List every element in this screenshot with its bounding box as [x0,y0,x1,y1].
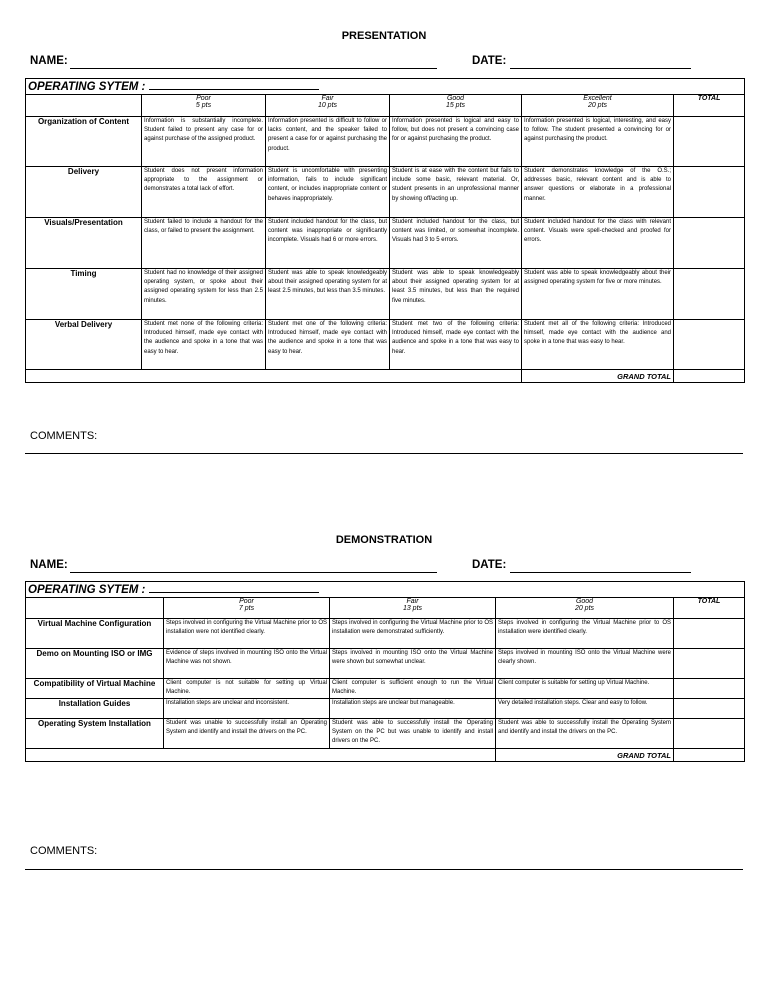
demonstration-os-field[interactable] [149,582,319,593]
presentation-total-header: TOTAL [674,95,745,117]
total-cell[interactable] [674,679,745,699]
presentation-name-label: NAME: [30,55,68,67]
demonstration-total-header: TOTAL [674,598,745,619]
criterion-label: Delivery [26,167,142,218]
demonstration-name-label: NAME: [30,559,68,571]
demonstration-comments-label: COMMENTS: [30,845,98,857]
presentation-rubric-table [25,78,745,383]
table-row [26,699,745,719]
criterion-label: Compatibility of Virtual Machine [26,679,164,699]
presentation-header-row [26,95,745,117]
rubric-cell: Information is substantially incomplete. Student failed to present any case for or against purchase of the assigned product. [142,117,266,167]
presentation-grand-total-label: GRAND TOTAL [522,370,674,383]
criterion-label: Visuals/Presentation [26,218,142,269]
demonstration-level-good: Good 20 pts [496,598,674,619]
demonstration-level-fair: Fair 13 pts [330,598,496,619]
presentation-grand-total-row [26,370,745,383]
table-row [26,619,745,649]
criterion-label: Demo on Mounting ISO or IMG [26,649,164,679]
rubric-cell: Student does not present information appropriate to the assignment or demonstrates a total lack of effort. [142,167,266,218]
table-row [26,719,745,749]
rubric-cell: Student included handout for the class with relevant content. Visuals were spell-checked and proofed for errors. [522,218,674,269]
rubric-cell: Student was able to speak knowledgeably about their assigned operating system for at least 3.5 minutes, but less than the required five minutes. [390,269,522,320]
presentation-level-excellent: Excellent 20 pts [522,95,674,117]
demonstration-os-row [26,582,745,598]
presentation-comments-label: COMMENTS: [30,430,98,442]
demonstration-level-poor: Poor 7 pts [164,598,330,619]
total-cell[interactable] [674,699,745,719]
rubric-cell: Student had no knowledge of their assigned operating system, or spoke about their assigned operating system for less than 2.5 minutes. [142,269,266,320]
criterion-label: Operating System Installation [26,719,164,749]
criterion-label: Installation Guides [26,699,164,719]
rubric-cell: Information presented is logical and easy to follow, but does not present a convincing case for or against purchasing the product. [390,117,522,167]
demonstration-date-field[interactable] [510,572,691,573]
table-row [26,269,745,320]
demonstration-grand-total-cell[interactable] [674,749,745,762]
presentation-grand-total-cell[interactable] [674,370,745,383]
presentation-date-field[interactable] [510,68,691,69]
total-cell[interactable] [674,218,745,269]
presentation-date-label: DATE: [472,55,507,67]
rubric-cell: Steps involved in mounting ISO onto the Virtual Machine were clearly shown. [496,649,674,679]
rubric-cell: Very detailed installation steps. Clear and easy to follow. [496,699,674,719]
rubric-cell: Student met two of the following criteria: Introduced himself, made eye contact with the audience and spoke in a tone that was easy to hear. [390,320,522,370]
presentation-os-label: OPERATING SYTEM : [28,81,146,93]
rubric-cell: Information presented is difficult to follow or lacks content, and the speaker failed to present a case for or against purchasing the product. [266,117,390,167]
rubric-cell: Student was able to successfully install the Operating System and identify and install the drivers on the PC. [496,719,674,749]
total-cell[interactable] [674,320,745,370]
rubric-cell: Student was able to speak knowledgeably about their assigned operating system for at least 2.5 minutes, but less than 3.5 minutes. [266,269,390,320]
presentation-os-field[interactable] [149,79,319,90]
total-cell[interactable] [674,269,745,320]
criterion-label: Virtual Machine Configuration [26,619,164,649]
rubric-cell: Information presented is logical, interesting, and easy to follow. The student presented a convincing for or against purchasing the product. [522,117,674,167]
rubric-cell: Steps involved in mounting ISO onto the Virtual Machine were shown but somewhat unclear. [330,649,496,679]
presentation-level-poor: Poor 5 pts [142,95,266,117]
criterion-label: Verbal Delivery [26,320,142,370]
rubric-cell: Installation steps are unclear but manageable. [330,699,496,719]
rubric-cell: Client computer is suitable for setting up Virtual Machine. [496,679,674,699]
table-row [26,117,745,167]
rubric-cell: Student included handout for the class, but content was limited, or somewhat incomplete. Visuals had 3 to 5 errors. [390,218,522,269]
table-row [26,320,745,370]
rubric-cell: Student is uncomfortable with presenting information, fails to include significant content, or includes inappropriate content or behaves inappropriately. [266,167,390,218]
table-row [26,649,745,679]
demonstration-grand-total-row [26,749,745,762]
table-row [26,167,745,218]
rubric-cell: Steps involved in configuring the Virtual Machine prior to OS installation were not identified clearly. [164,619,330,649]
demonstration-grand-total-label: GRAND TOTAL [496,749,674,762]
demonstration-name-field[interactable] [70,572,437,573]
presentation-comments-line[interactable] [25,453,743,454]
criterion-label: Timing [26,269,142,320]
rubric-cell: Evidence of steps involved in mounting ISO onto the Virtual Machine was not shown. [164,649,330,679]
rubric-cell: Student failed to include a handout for the class, or failed to present the assignment. [142,218,266,269]
rubric-cell: Student demonstrates knowledge of the O.S.; addresses basic, relevant content and is able to answer questions or elaborate in a professional manner. [522,167,674,218]
presentation-level-fair: Fair 10 pts [266,95,390,117]
rubric-cell: Steps involved in configuring the Virtual Machine prior to OS installation were demonstrated sufficiently. [330,619,496,649]
demonstration-title: DEMONSTRATION [335,534,433,546]
presentation-level-good: Good 15 pts [390,95,522,117]
rubric-cell: Student was able to successfully install the Operating System on the PC but was unable to identify and install drivers on the PC. [330,719,496,749]
total-cell[interactable] [674,719,745,749]
demonstration-comments-line[interactable] [25,869,743,870]
rubric-cell: Student met one of the following criteria: Introduced himself, made eye contact with the audience and spoke in a tone that was easy to hear. [266,320,390,370]
presentation-name-field[interactable] [70,68,437,69]
presentation-title: PRESENTATION [341,30,427,42]
rubric-cell: Student is at ease with the content but fails to include some basic, relevant material. Or, student presents in an unprofessional manner by showing off/acting up. [390,167,522,218]
demonstration-date-label: DATE: [472,559,507,571]
rubric-cell: Client computer is not suitable for setting up Virtual Machine. [164,679,330,699]
criterion-label: Organization of Content [26,117,142,167]
rubric-cell: Client computer is sufficient enough to run the Virtual Machine. [330,679,496,699]
rubric-cell: Student met none of the following criteria: Introduced himself, made eye contact with the audience and spoke in a tone that was easy to hear. [142,320,266,370]
rubric-cell: Student met all of the following criteria: Introduced himself, made eye contact with the audience and spoke in a tone that was easy to hear. [522,320,674,370]
total-cell[interactable] [674,167,745,218]
rubric-cell: Installation steps are unclear and inconsistent. [164,699,330,719]
total-cell[interactable] [674,619,745,649]
demonstration-rubric-table [25,581,745,762]
rubric-cell: Student was able to speak knowledgeably about their assigned operating system for five or more minutes. [522,269,674,320]
total-cell[interactable] [674,649,745,679]
total-cell[interactable] [674,117,745,167]
table-row [26,679,745,699]
rubric-cell: Steps involved in configuring the Virtual Machine prior to OS installation were identified clearly. [496,619,674,649]
rubric-cell: Student was unable to successfully install an Operating System and identify and install the drivers on the PC. [164,719,330,749]
demonstration-header-row [26,598,745,619]
presentation-os-row [26,79,745,95]
rubric-cell: Student included handout for the class, but content was inappropriate or significantly incomplete. Visuals had 6 or more errors. [266,218,390,269]
table-row [26,218,745,269]
demonstration-os-label: OPERATING SYTEM : [28,584,146,596]
